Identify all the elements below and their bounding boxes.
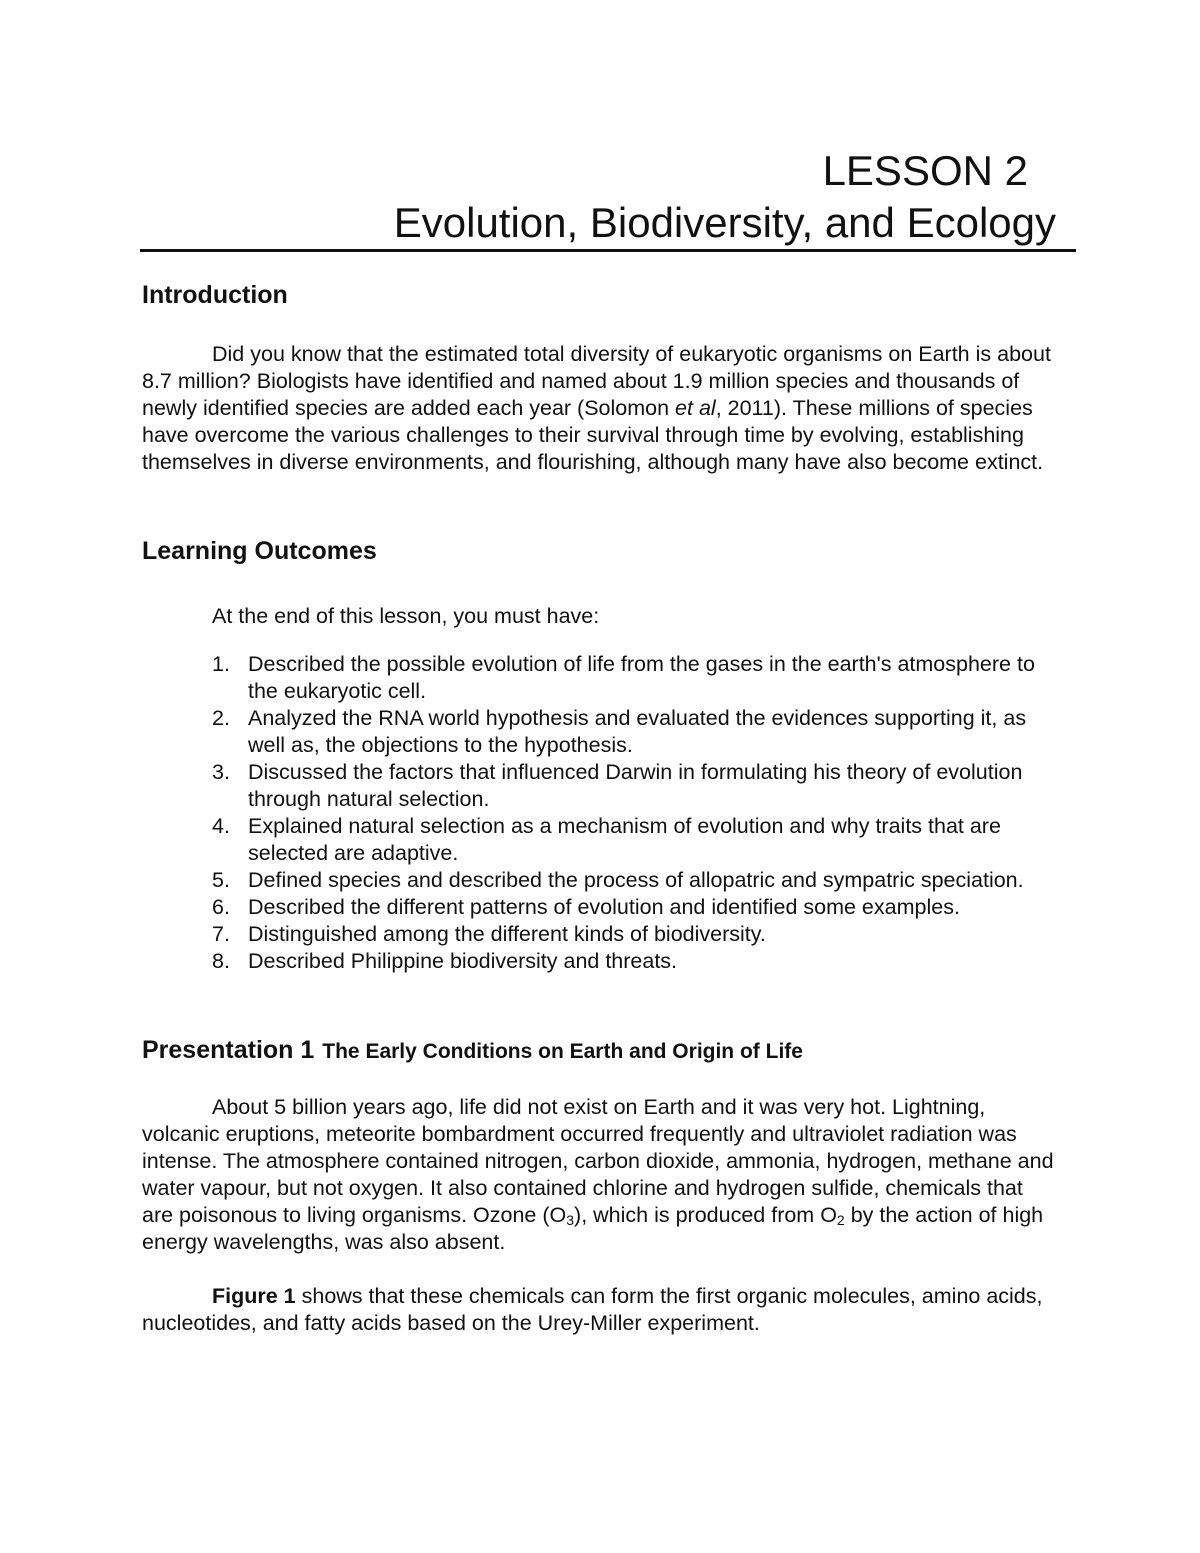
pres2-text: shows that these chemicals can form the first organic molecules, amino acids, nucleotides, and fatty acids based on the Urey-Miller experiment. xyxy=(142,1284,1043,1335)
lesson-title: Evolution, Biodiversity, and Ecology xyxy=(393,199,1056,246)
figure-reference: Figure 1 xyxy=(212,1284,296,1308)
introduction-heading: Introduction xyxy=(142,281,288,309)
presentation-paragraph-2 xyxy=(142,1283,1058,1337)
outcome-item xyxy=(212,651,1062,705)
oxygen-subscript: 2 xyxy=(836,1212,845,1228)
outcome-item xyxy=(212,813,1062,867)
outcome-item xyxy=(212,705,1062,759)
outcome-text: Described the possible evolution of life from the gases in the earth's atmosphere to the eukaryotic cell. xyxy=(248,652,1035,703)
presentation-heading-main: Presentation 1 xyxy=(142,1036,315,1064)
presentation-heading xyxy=(142,1034,803,1068)
pres1-text-part3: by the action of high energy wavelengths, was also absent. xyxy=(142,1203,1044,1254)
outcome-number: 6. xyxy=(212,895,230,919)
presentation-heading-sub: The Early Conditions on Earth and Origin of Life xyxy=(322,1040,803,1063)
outcome-item xyxy=(212,759,1062,813)
outcome-number: 2. xyxy=(212,706,230,730)
learning-outcomes-list xyxy=(212,651,1062,975)
outcome-item xyxy=(212,894,1062,921)
intro-text-italic: et al xyxy=(675,396,716,420)
outcome-text: Described Philippine biodiversity and threats. xyxy=(248,949,678,973)
pres1-text-part2: ), which is produced from O xyxy=(574,1203,837,1227)
outcome-number: 3. xyxy=(212,760,230,784)
outcome-number: 1. xyxy=(212,652,230,676)
learning-outcomes-heading: Learning Outcomes xyxy=(142,537,377,565)
outcome-number: 5. xyxy=(212,868,230,892)
outcome-text: Explained natural selection as a mechanism of evolution and why traits that are selected are adaptive. xyxy=(248,814,1001,865)
intro-text-part1: Did you know that the estimated total diversity of eukaryotic organisms on Earth is about 8.7 million? Biologists have identified and named about 1.9 million species and thousands of newly identified species are added each year (Solomon xyxy=(142,342,1051,420)
ozone-subscript: 3 xyxy=(566,1212,575,1228)
presentation-paragraph-1 xyxy=(142,1094,1058,1256)
pres1-text-part1: About 5 billion years ago, life did not exist on Earth and it was very hot. Lightning, volcanic eruptions, meteorite bombardment occurred frequently and ultraviolet radiation was intense. The atmosphere contained nitrogen, carbon dioxide, ammonia, hydrogen, methane and water vapour, but not oxygen. It also contained chlorine and hydrogen sulfide, chemicals that are poisonous to living organisms. Ozone (O xyxy=(142,1095,1054,1227)
outcome-number: 4. xyxy=(212,814,230,838)
intro-text-part2: , 2011). These millions of species have overcome the various challenges to their survival through time by evolving, establishing themselves in diverse environments, and flourishing, although many have also become extinct. xyxy=(142,396,1044,474)
outcome-text: Analyzed the RNA world hypothesis and evaluated the evidences supporting it, as well as, the objections to the hypothesis. xyxy=(248,706,1027,757)
outcome-item xyxy=(212,867,1062,894)
outcome-item xyxy=(212,921,1062,948)
outcome-item xyxy=(212,948,1062,975)
introduction-paragraph xyxy=(142,341,1058,476)
outcome-text: Described the different patterns of evolution and identified some examples. xyxy=(248,895,960,919)
outcome-text: Discussed the factors that influenced Darwin in formulating his theory of evolution through natural selection. xyxy=(248,760,1023,811)
lesson-number: LESSON 2 xyxy=(822,147,1028,194)
outcome-number: 7. xyxy=(212,922,230,946)
outcome-text: Defined species and described the process of allopatric and sympatric speciation. xyxy=(248,868,1024,892)
outcome-text: Distinguished among the different kinds of biodiversity. xyxy=(248,922,766,946)
outcome-number: 8. xyxy=(212,949,230,973)
title-underline xyxy=(140,249,1076,252)
learning-outcomes-lead: At the end of this lesson, you must have: xyxy=(212,604,600,628)
